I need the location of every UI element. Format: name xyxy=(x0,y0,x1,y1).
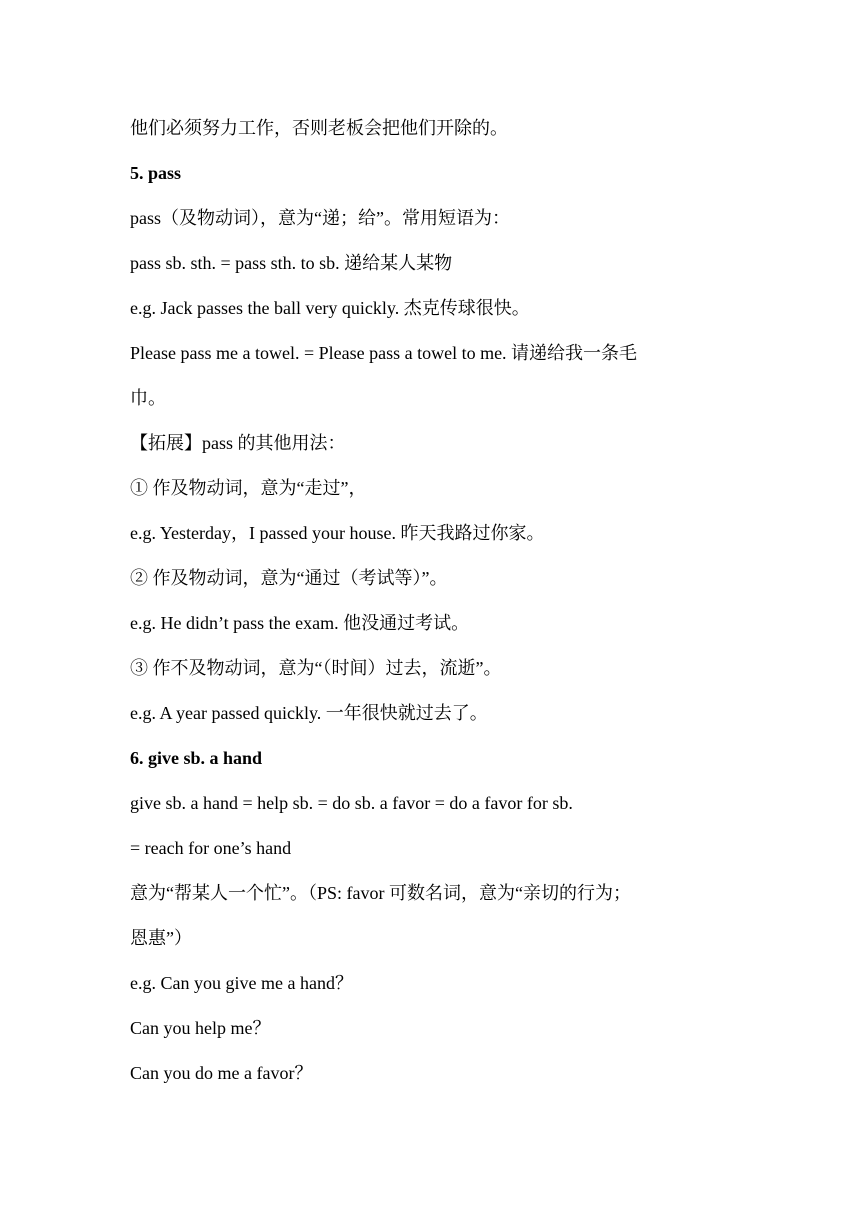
text-line: 意为“帮某人一个忙”。（PS: favor 可数名词，意为“亲切的行为； xyxy=(130,883,631,903)
text-line: 恩惠”） xyxy=(130,928,192,948)
section-heading-pass: 5. pass xyxy=(130,163,182,183)
text-line: 他们必须努力工作，否则老板会把他们开除的。 xyxy=(130,118,508,138)
example-line: e.g. Can you give me a hand？ xyxy=(130,973,353,993)
section-heading-give-sb-a-hand: 6. give sb. a hand xyxy=(130,748,263,768)
example-line: e.g. He didn’t pass the exam. 他没通过考试。 xyxy=(130,613,470,633)
usage-item: ① 作及物动词，意为“走过”， xyxy=(130,478,367,498)
example-line: e.g. Yesterday，I passed your house. 昨天我路过你家。 xyxy=(130,523,545,543)
text-line: 巾。 xyxy=(130,388,166,408)
example-line: e.g. Jack passes the ball very quickly. 杰克传球很快。 xyxy=(130,298,530,318)
text-line: = reach for one’s hand xyxy=(130,838,292,858)
usage-item: ② 作及物动词，意为“通过（考试等）”。 xyxy=(130,568,448,588)
text-line: pass（及物动词），意为“递；给”。常用短语为： xyxy=(130,208,510,228)
example-line: Please pass me a towel. = Please pass a towel to me. 请递给我一条毛 xyxy=(130,343,638,363)
example-line: e.g. A year passed quickly. 一年很快就过去了。 xyxy=(130,703,488,723)
usage-item: ③ 作不及物动词，意为“（时间）过去，流逝”。 xyxy=(130,658,502,678)
text-line: give sb. a hand = help sb. = do sb. a favor = do a favor for sb. xyxy=(130,793,573,813)
example-line: Can you do me a favor？ xyxy=(130,1063,313,1083)
example-line: Can you help me？ xyxy=(130,1018,271,1038)
text-line: pass sb. sth. = pass sth. to sb. 递给某人某物 xyxy=(130,253,453,273)
extension-heading: 【拓展】pass 的其他用法： xyxy=(130,433,346,453)
